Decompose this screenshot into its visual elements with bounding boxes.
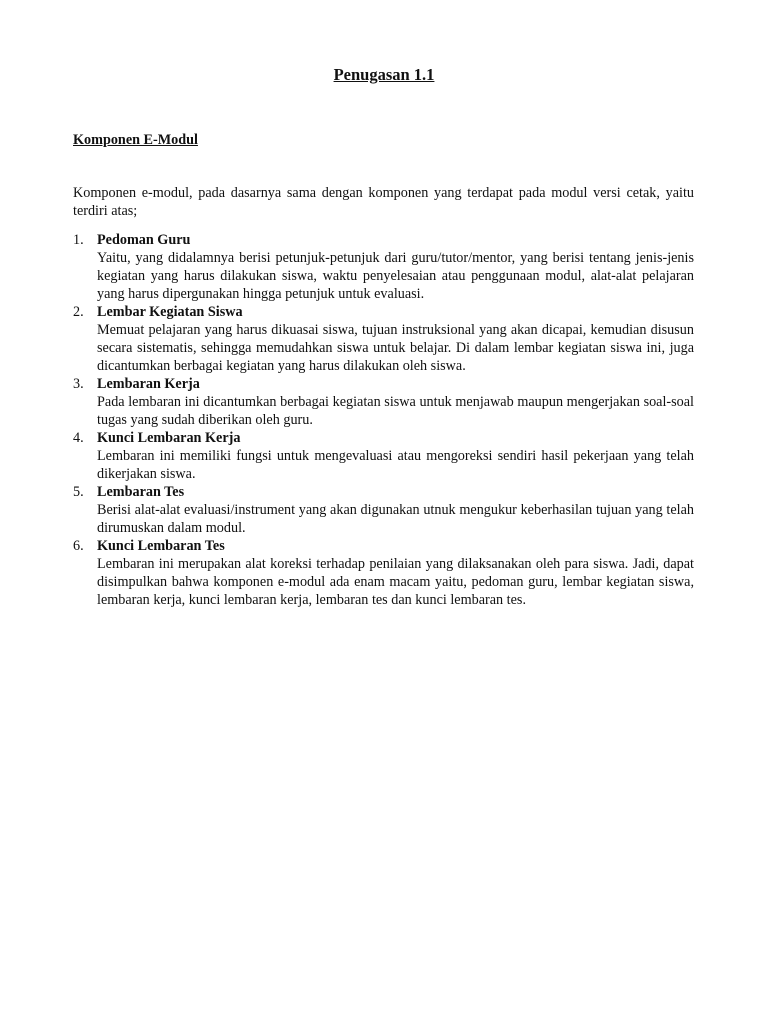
section-heading: Komponen E-Modul (73, 132, 198, 148)
intro-paragraph: Komponen e-modul, pada dasarnya sama dengan komponen yang terdapat pada modul versi cetak, yaitu terdiri atas; (73, 185, 694, 219)
list-item-title: Lembaran Tes (97, 484, 185, 500)
list-item-number: 5. (73, 484, 84, 500)
list-item-title: Lembar Kegiatan Siswa (97, 304, 243, 320)
list-item-title: Kunci Lembaran Tes (97, 538, 225, 554)
list-item-number: 4. (73, 430, 84, 446)
list-item-description: Berisi alat-alat evaluasi/instrument yang akan digunakan utnuk mengukur keberhasilan tujuan yang telah dirumuskan dalam modul. (97, 502, 694, 536)
list-item (73, 537, 694, 609)
list-item-title: Kunci Lembaran Kerja (97, 430, 241, 446)
list-item-title: Lembaran Kerja (97, 376, 200, 392)
list-item-number: 3. (73, 376, 84, 392)
list-item-description: Memuat pelajaran yang harus dikuasai siswa, tujuan instruksional yang akan dicapai, kemudian disusun secara sistematis, sehingga memudahkan siswa untuk belajar. Di dalam lembar kegiatan siswa ini, juga dicantumkan berbagai kegiatan yang harus dilakukan oleh siswa. (97, 322, 694, 374)
list-item-number: 1. (73, 232, 84, 248)
list-item-description: Pada lembaran ini dicantumkan berbagai kegiatan siswa untuk menjawab maupun mengerjakan soal-soal tugas yang sudah diberikan oleh guru. (97, 394, 694, 428)
list-item (73, 483, 694, 537)
component-list (73, 231, 694, 609)
list-item (73, 231, 694, 303)
list-item-description: Lembaran ini merupakan alat koreksi terhadap penilaian yang dilaksanakan oleh para siswa. Jadi, dapat disimpulkan bahwa komponen e-modul ada enam macam yaitu, pedoman guru, lembar kegiatan siswa, lembaran kerja, kunci lembaran kerja, lembaran tes dan kunci lembaran tes. (97, 556, 694, 608)
list-item-description: Lembaran ini memiliki fungsi untuk mengevaluasi atau mengoreksi sendiri hasil pekerjaan yang telah dikerjakan siswa. (97, 448, 694, 482)
list-item (73, 375, 694, 429)
list-item (73, 303, 694, 375)
list-item-number: 6. (73, 538, 84, 554)
list-item (73, 429, 694, 483)
list-item-title: Pedoman Guru (97, 232, 191, 248)
list-item-description: Yaitu, yang didalamnya berisi petunjuk-petunjuk dari guru/tutor/mentor, yang berisi tentang jenis-jenis kegiatan yang harus dilakukan siswa, waktu penyelesaian atau penggunaan modul, alat-alat pelajaran yang harus dipergunakan hingga petunjuk untuk evaluasi. (97, 250, 694, 302)
document-title: Penugasan 1.1 (333, 65, 435, 84)
list-item-number: 2. (73, 304, 84, 320)
